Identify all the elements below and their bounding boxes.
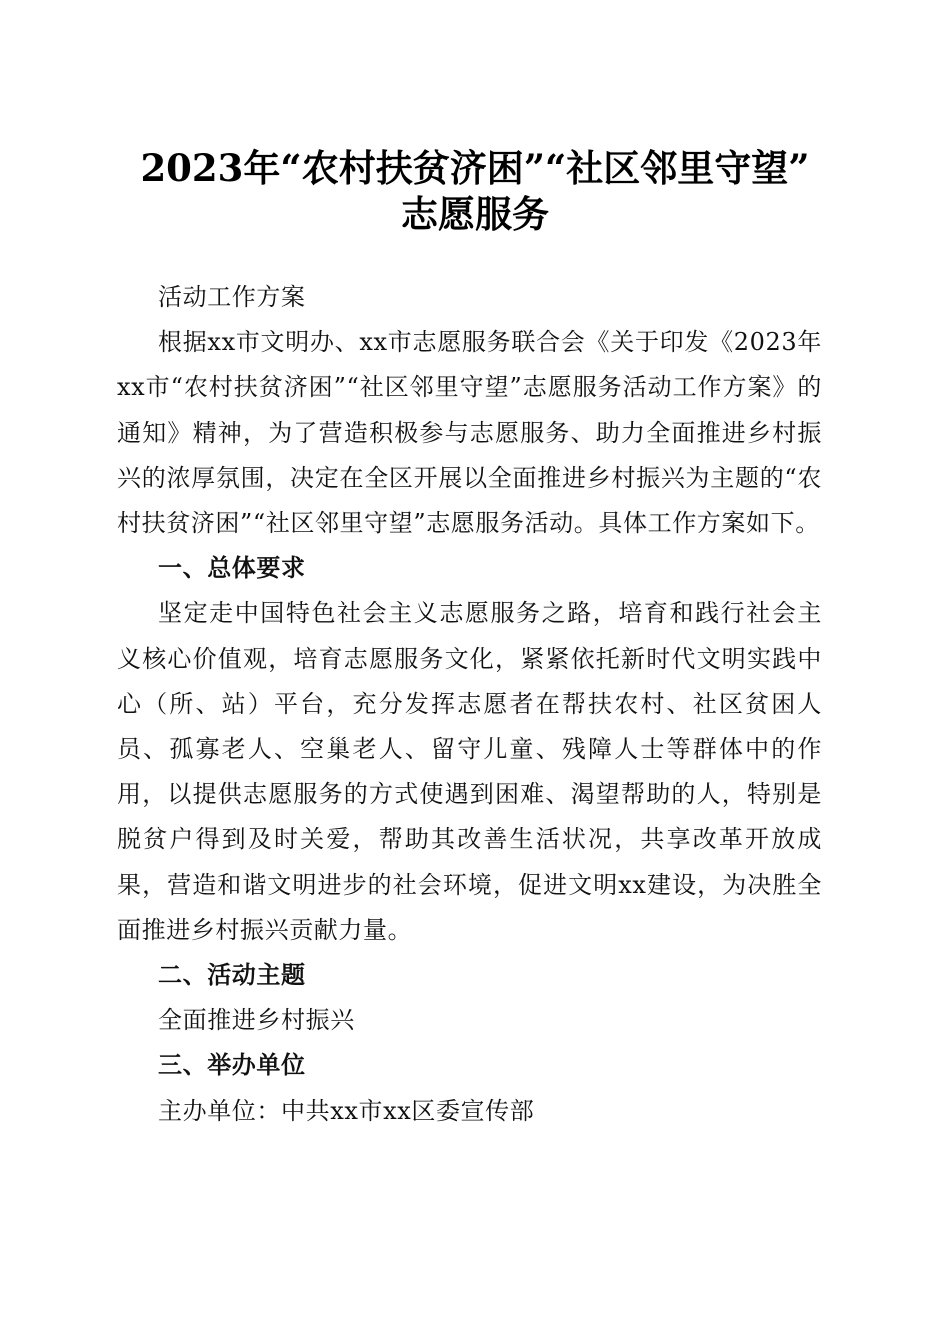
section-1-paragraph: 坚定走中国特色社会主义志愿服务之路，培育和践行社会主义核心价值观，培育志愿服务文化，紧紧依托新时代文明实践中心（所、站）平台，充分发挥志愿者在帮扶农村、社区贫困人员、孤寡老人、空巢老人、留守儿童、残障人士等群体中的作用，以提供志愿服务的方式使遇到困难、渴望帮助的人，特别是脱贫户得到及时关爱，帮助其改善生活状况，共享改革开放成果，营造和谐文明进步的社会环境，促进文明xx建设，为决胜全面推进乡村振兴贡献力量。 [117,599,822,944]
document-title-line-2: 志愿服务 [401,192,549,236]
section-2-heading: 二、活动主题 [158,961,306,990]
section-3-paragraph: 主办单位：中共xx市xx区委宣传部 [158,1096,535,1125]
document-subtitle: 活动工作方案 [158,283,306,311]
section-1-heading: 一、总体要求 [158,554,306,583]
document-body [117,275,822,1134]
section-2-paragraph: 全面推进乡村振兴 [158,1006,355,1035]
document-title-line-1: 2023年“农村扶贫济困”“社区邻里守望” [140,146,810,190]
intro-paragraph: 根据xx市文明办、xx市志愿服务联合会《关于印发《2023年xx市“农村扶贫济困”“社区邻里守望”志愿服务活动工作方案》的通知》精神，为了营造积极参与志愿服务、助力全面推进乡村振兴的浓厚氛围，决定在全区开展以全面推进乡村振兴为主题的“农村扶贫济困”“社区邻里守望”志愿服务活动。具体工作方案如下。 [117,328,822,538]
section-3-heading: 三、举办单位 [158,1051,306,1080]
